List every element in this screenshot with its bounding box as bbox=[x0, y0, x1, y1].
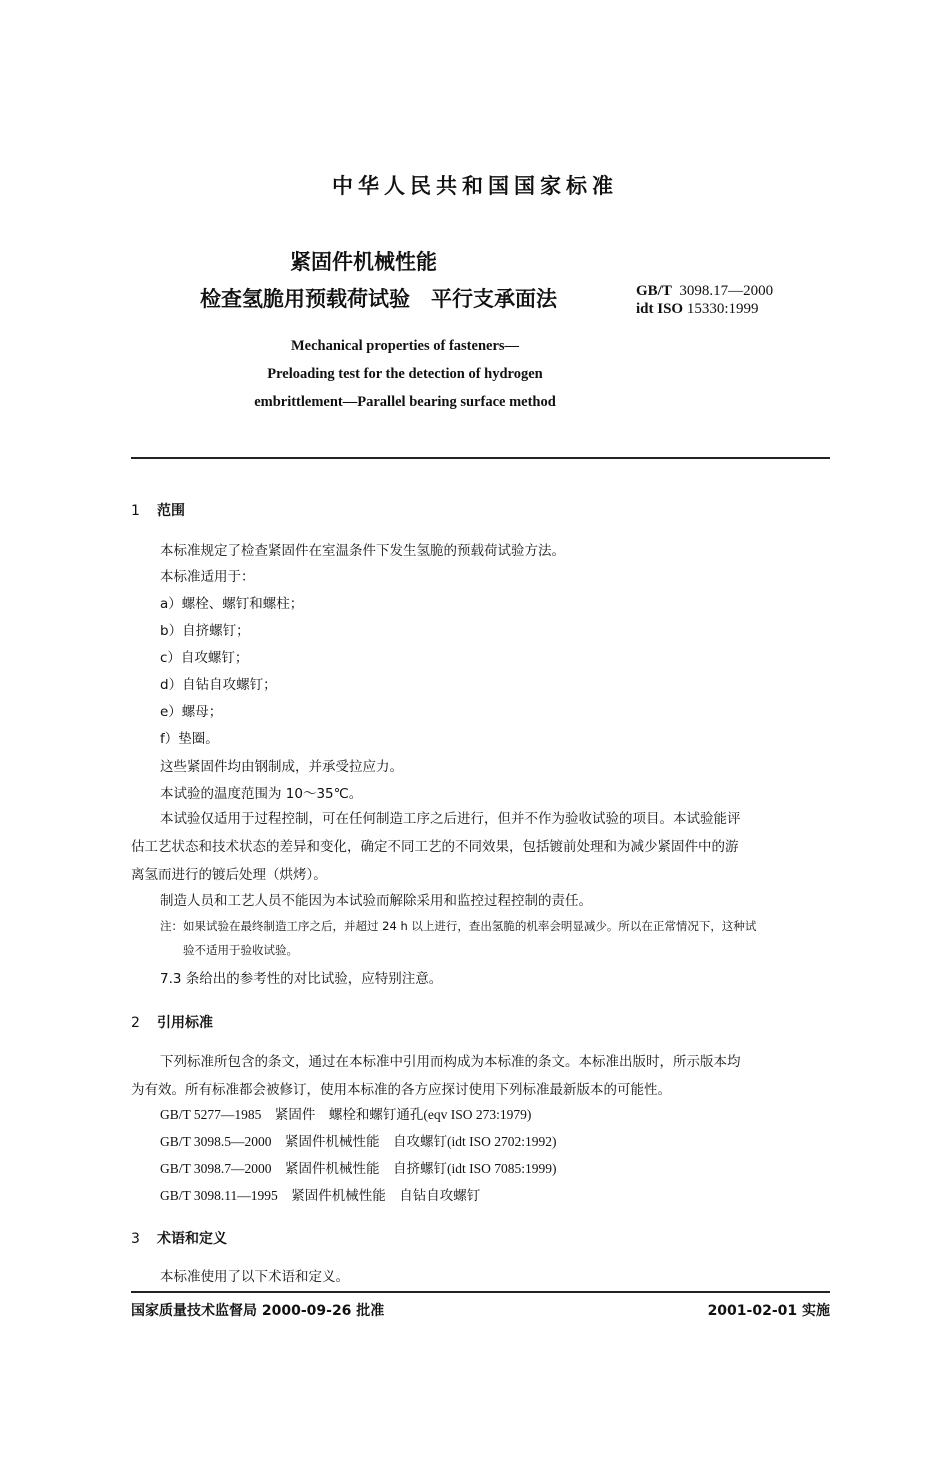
section1-temp: 本试验的温度范围为 10～35℃。 bbox=[160, 786, 363, 802]
approval-line: 国家质量技术监督局 2000-09-26 批准 bbox=[131, 1303, 385, 1319]
standard-code-prefix: GB/T bbox=[636, 283, 672, 299]
idt-code bbox=[636, 300, 773, 318]
list-item: d）自钻自攻螺钉； bbox=[160, 677, 277, 693]
header-divider bbox=[131, 457, 830, 459]
title-en-line1: Mechanical properties of fasteners— bbox=[290, 338, 520, 354]
reference-item: GB/T 3098.7—2000 紧固件机械性能 自挤螺钉(idt ISO 7085:1999) bbox=[160, 1161, 557, 1176]
title-cn-line1: 紧固件机械性能 bbox=[290, 250, 437, 274]
standard-code bbox=[636, 282, 773, 300]
list-item: a）螺栓、螺钉和螺柱； bbox=[160, 596, 304, 612]
reference-item: GB/T 5277—1985 紧固件 螺栓和螺钉通孔(eqv ISO 273:1979) bbox=[160, 1107, 532, 1122]
list-item: f）垫圈。 bbox=[160, 731, 219, 747]
title-cn-line2: 检查氢脆用预载荷试验 平行支承面法 bbox=[200, 287, 557, 311]
idt-code-number: 15330:1999 bbox=[686, 301, 759, 317]
list-item: b）自挤螺钉； bbox=[160, 623, 250, 639]
section2-intro-paragraph bbox=[131, 1048, 831, 1104]
reference-item: GB/T 3098.11—1995 紧固件机械性能 自钻自攻螺钉 bbox=[160, 1188, 481, 1203]
section2-intro-line2: 为有效。所有标准都会被修订，使用本标准的各方应探讨使用下列标准最新版本的可能性。 bbox=[131, 1082, 671, 1098]
section3-heading bbox=[131, 1228, 227, 1248]
national-standard-header: 中华人民共和国国家标准 bbox=[332, 174, 618, 198]
section1-heading bbox=[131, 500, 185, 520]
title-en-line2: Preloading test for the detection of hydrogen bbox=[267, 366, 543, 382]
idt-prefix: idt ISO bbox=[636, 301, 684, 317]
process-line3: 离氢而进行的镀后处理（烘烤）。 bbox=[131, 867, 327, 883]
title-english bbox=[0, 332, 810, 416]
standard-number-block bbox=[636, 282, 773, 318]
section3-intro: 本标准使用了以下术语和定义。 bbox=[160, 1269, 349, 1285]
list-item: c）自攻螺钉； bbox=[160, 650, 249, 666]
section1-process-paragraph bbox=[131, 805, 831, 889]
title-en-line3: embrittlement—Parallel bearing surface method bbox=[254, 394, 556, 410]
section1-number: 1 bbox=[131, 503, 140, 519]
footer-divider bbox=[131, 1291, 830, 1293]
section2-title: 引用标准 bbox=[157, 1015, 213, 1031]
section1-title: 范围 bbox=[157, 503, 185, 519]
process-line1: 本试验仅适用于过程控制，可在任何制造工序之后进行，但并不作为验收试验的项目。本试验能评 bbox=[160, 811, 741, 827]
section2-number: 2 bbox=[131, 1015, 140, 1031]
reference-item: GB/T 3098.5—2000 紧固件机械性能 自攻螺钉(idt ISO 2702:1992) bbox=[160, 1134, 557, 1149]
section1-applies: 本标准适用于： bbox=[160, 569, 255, 585]
section1-intro: 本标准规定了检查紧固件在室温条件下发生氢脆的预载荷试验方法。 bbox=[160, 543, 565, 559]
section2-intro-line1: 下列标准所包含的条文，通过在本标准中引用而构成为本标准的条文。本标准出版时，所示版本均 bbox=[160, 1054, 741, 1070]
note-line2: 验不适用于验收试验。 bbox=[183, 943, 298, 957]
note-line1: 注：如果试验在最终制造工序之后，并超过 24 h 以上进行，查出氢脆的机率会明显减少。所以在正常情况下，这种试 bbox=[160, 919, 757, 933]
section2-heading bbox=[131, 1012, 213, 1032]
process-line2: 估工艺状态和技术状态的差异和变化，确定不同工艺的不同效果，包括镀前处理和为减少紧固件中的游 bbox=[131, 839, 739, 855]
section1-responsibility: 制造人员和工艺人员不能因为本试验而解除采用和监控过程控制的责任。 bbox=[160, 893, 592, 909]
section3-number: 3 bbox=[131, 1231, 140, 1247]
section1-steel: 这些紧固件均由钢制成，并承受拉应力。 bbox=[160, 759, 403, 775]
section3-title: 术语和定义 bbox=[157, 1231, 227, 1247]
section1-note bbox=[160, 914, 832, 962]
list-item: e）螺母； bbox=[160, 704, 223, 720]
section1-ref73: 7.3 条给出的参考性的对比试验，应特别注意。 bbox=[160, 971, 443, 987]
implementation-line: 2001-02-01 实施 bbox=[707, 1303, 830, 1319]
standard-code-number: 3098.17—2000 bbox=[679, 283, 774, 299]
